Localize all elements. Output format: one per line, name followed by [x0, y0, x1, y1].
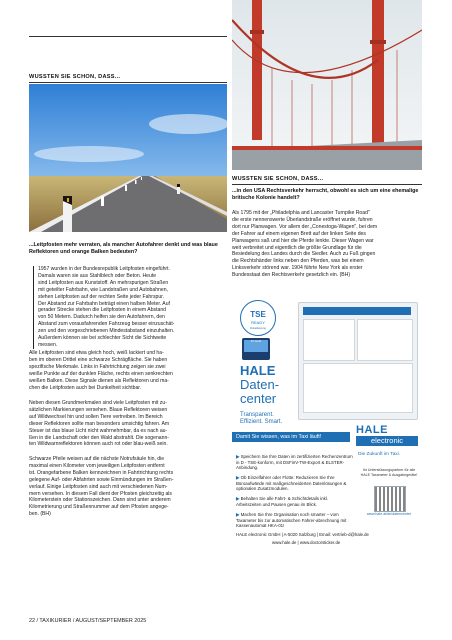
right-question: ...in den USA Rechtsverkehr herrscht, obwohl es sich um eine ehemalige britische Kolonie handelt?: [232, 188, 419, 202]
ad-web-line: www.hale.de | www.doctorsticker.de: [272, 540, 341, 545]
ad-cta-bar: [232, 432, 350, 442]
logo-electronic-text: electronic: [356, 436, 418, 446]
left-paragraph-1: Alle Leitpfosten sind etwa gleich hoch, weiß lackiert und ha- ben im oberen Drittel eine schwarze Schrägfläche. Sie haben spezifische Merkmale. Links in Fahrtrichtung zeigen sie zwei weiße Punkte auf der dunklen Fläche, rechts einen senkrechten weißen Balken. Diese Signale dienen als Reflektoren und ma- chen die Leitpfosten auch bei Dunkelheit sichtbar.: [29, 350, 173, 391]
ad-title-line3: center: [240, 391, 277, 406]
tse-badge: [240, 300, 276, 336]
pos-device-image: [242, 338, 270, 360]
tse-badge-label: TSE: [250, 310, 266, 319]
ad-bullet-3: [236, 496, 354, 507]
ad-bullet-2-text: Ob Einzelfahrer oder Flotte: Reduzieren Sie Ihre Büroaufwände mit maßgeschneiderten Datenlösungen & optionalen Zusatzmodulen.: [236, 475, 347, 492]
ad-bullet-1: [236, 454, 354, 471]
ad-bullet-2: [236, 475, 354, 492]
ad-bullet-4: [236, 512, 354, 529]
left-paragraph-3: Schwarze Pfeile weisen auf die nächste Notrufsäule hin, die maximal einen Kilometer vom jeweiligen Leitpfosten entfernt ist. Orangefarbene Balken kennzeichnen in Fahrtrichtung rechts gelegene Auf- oder Abfahrten sowie Einmündungen im Straßen- verlauf. Einige Leitpfosten sind auch mit verschiedenen Num- mern versehen. In diesem Fall dient der Pfosten gleichzeitig als Kilometerstein oder Stationszeichen. Dann sind unter anderem Kilometrierung und Straßennummer auf dem Pfosten angege- ben. (BH): [29, 456, 174, 518]
hale-electronic-logo: [356, 424, 420, 450]
arrow-icon: ▶: [236, 496, 241, 501]
ad-side-url: www.hale.at/de/datencenter: [366, 512, 412, 516]
logo-hale-text: HALE: [356, 424, 388, 436]
tse-badge-sublabel: READY: [251, 320, 265, 325]
arrow-icon: ▶: [236, 454, 241, 459]
ad-title-line2: Daten-: [240, 377, 280, 392]
right-body: Als 1795 mit der „Philadelphia and Lancaster Turnpike Road" die erste nennenswerte Überlandstraße eröffnet wurde, fuhren dort nur Planwagen. Vor allem der „Conestoga-Wagen", bei dem der Fahrer auf einem eigenen Brett auf der linken Seite des Planwagens saß und hier die Pferde lenkte. Dieser Wagen war weit verbreitet und eigentlich die größte Grundlage für die Besiedelung des Landes durch die Siedler. Auch zu Fuß gingen die Rechtshänder links neben den Pferden, was bei einem Linksverkehr störend war. 1904 führte New York als erster Bundesstaat den Rechtsverkehr gesetzlich ein. (BH): [232, 210, 378, 279]
ad-bullet-3-text: Behalten Sie alle Fahrt- & Schichtdetails inkl. Arbeitszeiten und Pausen genau im Blick.: [236, 496, 328, 507]
ad-side-note: Ihr Unterstützungspartner für alle HALE Taxameter & Ausgabegeräte!: [360, 468, 418, 477]
tse-ring-text: Fiskalisierung: [250, 327, 266, 330]
ad-title-line1: HALE: [240, 363, 276, 378]
ad-bullet-1-text: Speichern Sie Ihre Daten im zertifizierten Rechenzentrum in D - TSE-konform, mit DSFinV-TW-Export & ELSTER-Anbindung.: [236, 454, 353, 471]
ad-bullet-4-text: Machen Sie Ihre Organisation noch smarter – vom Taxameter bis zur automatischen Fahrer-abrechnung mit Kassenautomat HKA-01!: [236, 512, 347, 529]
arrow-icon: ▶: [236, 475, 241, 480]
right-section-rule: [232, 184, 422, 185]
left-boxed-text: 1957 wurden in der Bundesrepublik Leitpfosten eingeführt. Damals waren sie aus Stahlblech oder Beton. Heute sind Leitpfosten aus Kunststoff. An mehrspurigen Straßen mit geteilter Fahrbahn, wie Landstraßen und Autobahnen, stehen Leitpfosten auf der rechten Seite jeder Fahrspur. Der Abstand zur Fahrbahn beträgt einen halben Meter. Auf gerader Strecke stehen die Leitpfosten in einem Abstand von 50 Metern. Dadurch helfen sie den Autofahrern, den Abstand zum vorausfahrenden Fahrzeug besser einzuschät- zen und den vorgeschriebenen Mindestabstand einzuhalten. Außerdem können sie bei schlechter Sicht die Sichtweite messen.: [33, 266, 228, 349]
laptop-dashboard-image: [298, 302, 418, 420]
right-section-heading: WUSSTEN SIE SCHON, DASS...: [232, 176, 324, 182]
logo-slogan: Die Zukunft im Taxi.: [358, 452, 401, 457]
ad-tagline-1: Transparent.: [240, 412, 274, 418]
ad-cta-text: Damit Sie wissen, was im Taxi läuft!: [236, 433, 322, 440]
page-footer: 22 / TAXIKURIER / AUGUST/SEPTEMBER 2025: [29, 618, 147, 624]
top-rule: [29, 36, 227, 37]
left-section-rule: [29, 82, 227, 83]
qr-code-image: [374, 486, 406, 512]
pos-device-screen: Ihr Gerät: [244, 340, 268, 352]
bridge-photo: [232, 0, 422, 170]
left-question: ...Leitpfosten mehr verraten, als mancher Autofahrer denkt und was blaue Reflektoren und orange Balken bedeuten?: [29, 242, 218, 256]
hale-advertisement: [232, 298, 422, 598]
ad-company-line: HALE electronic GmbH | A-5020 Salzburg | Email: vertrieb-d@hale.de: [236, 532, 369, 537]
arrow-icon: ▶: [236, 512, 241, 517]
left-section-heading: WUSSTEN SIE SCHON, DASS...: [29, 74, 121, 80]
ad-tagline-2: Effizient. Smart.: [240, 419, 283, 425]
road-photo: [29, 84, 227, 232]
left-paragraph-2: Neben diesen Grundmerkmalen sind viele Leitpfosten mit zu- sätzlichen Markierungen versehen. Blaue Reflektoren weisen auf Wildwechsel hin und sollen Tiere vertreiben. Im Bereich dieser Reflektoren sollte man besonders umsichtig fahren. Am Steuer ist das blaue Licht nicht wahrnehmbar, da es nach au- ßen in die Landschaft oder den Wald abstrahlt. Die sogenann- ten Wildwarnreflektoren können auch rot oder blau-weiß sein.: [29, 400, 170, 448]
